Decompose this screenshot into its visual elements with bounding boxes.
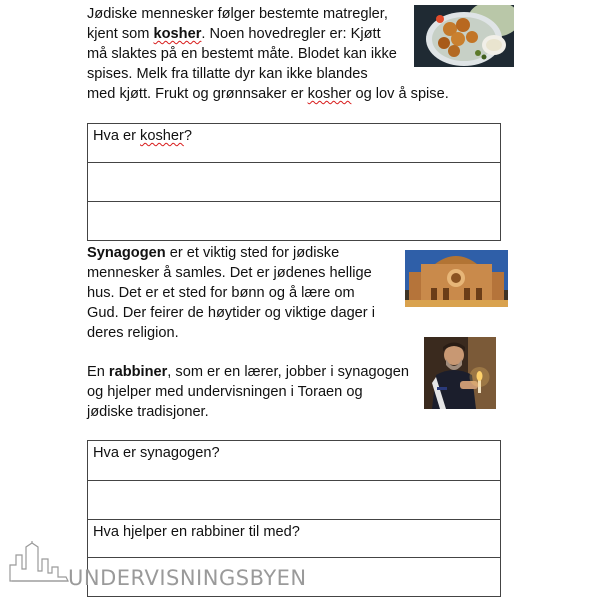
intro-line-1: Jødiske mennesker følger bestemte matregler,	[87, 6, 388, 22]
answer-cell[interactable]	[88, 481, 501, 520]
intro-line-5: med kjøtt. Frukt og grønnsaker er kosher og lov å spise.	[87, 86, 449, 102]
synagogue-line-3: hus. Det er et sted for bønn og å lære om	[87, 285, 355, 301]
intro-line-3: må slaktes på en bestemt måte. Blodet kan ikke	[87, 46, 397, 62]
question-cell-synagogue: Hva er synagogen?	[88, 441, 501, 481]
kosher-term: kosher	[153, 26, 202, 42]
synagogue-paragraph	[87, 243, 397, 343]
rabbi-line-3: jødiske tradisjoner.	[87, 404, 209, 420]
synagogue-line-2: mennesker å samles. Det er jødenes hellige	[87, 265, 372, 281]
intro-paragraph	[87, 4, 449, 104]
question-cell-kosher: Hva er kosher?	[88, 124, 501, 163]
synagogue-line-1: Synagogen er et viktig sted for jødiske	[87, 245, 340, 261]
city-skyline-logo	[8, 541, 70, 588]
synagogue-building-photo	[405, 250, 508, 307]
answer-cell[interactable]	[88, 202, 501, 241]
question-table-kosher	[87, 123, 501, 241]
synagogue-line-4: Gud. Der feirer de høytider og viktige dager i	[87, 305, 375, 321]
rabbi-line-1: En rabbiner, som er en lærer, jobber i synagogen	[87, 364, 410, 380]
rabbi-with-candle-photo	[424, 337, 496, 409]
brand-name: UNDERVISNINGSBYEN	[68, 566, 307, 590]
falafel-plate-photo	[414, 5, 514, 67]
intro-line-4: spises. Melk fra tillatte dyr kan ikke blandes	[87, 66, 368, 82]
intro-line-2: kjent som kosher. Noen hovedregler er: Kjøtt	[87, 26, 381, 42]
rabbi-paragraph	[87, 362, 422, 422]
answer-cell[interactable]	[88, 163, 501, 202]
synagogue-line-5: deres religion.	[87, 325, 179, 341]
question-cell-rabbi: Hva hjelper en rabbiner til med?	[88, 520, 501, 558]
rabbi-line-2: og hjelper med undervisningen i Toraen og	[87, 384, 363, 400]
